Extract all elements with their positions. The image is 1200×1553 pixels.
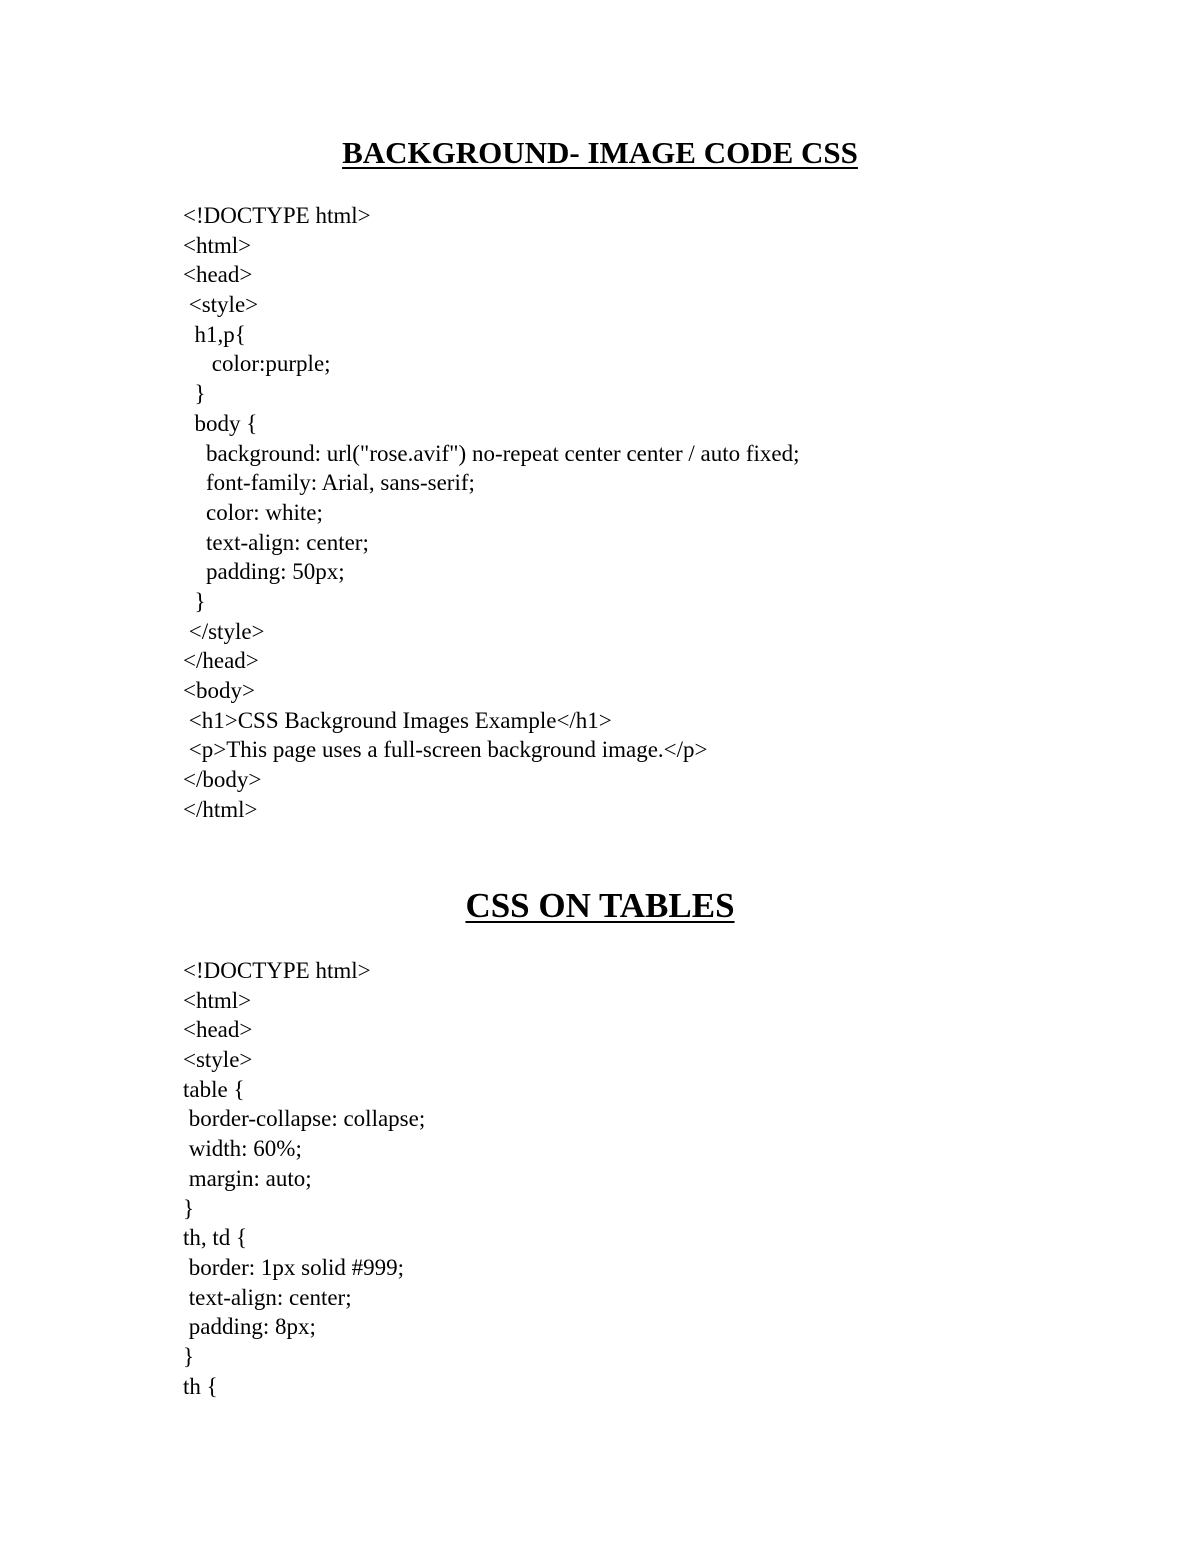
code-line: <h1>CSS Background Images Example</h1> [183,707,612,733]
code-line: th, td { [183,1225,248,1251]
code-line: <style> [183,1047,253,1073]
code-line: </body> [183,767,262,793]
code-line: <style> [183,292,259,318]
code-line: <!DOCTYPE html> [183,958,371,983]
code-line: body { [183,410,258,436]
code-line: </style> [183,618,265,644]
section-heading-background-image: BACKGROUND- IMAGE CODE CSS [342,135,858,170]
code-line: } [183,1195,195,1221]
code-line: text-align: center; [183,529,369,555]
code-line: } [183,381,206,407]
code-line: <head> [183,1017,253,1043]
code-line: <html> [183,232,252,258]
code-line: background: url("rose.avif") no-repeat center center / auto fixed; [183,440,800,466]
code-line: } [183,588,206,614]
code-line: <p>This page uses a full-screen background image.</p> [183,737,708,763]
code-line: </head> [183,648,259,674]
code-line: border-collapse: collapse; [183,1106,426,1132]
code-line: <html> [183,987,252,1013]
code-line: margin: auto; [183,1165,312,1191]
code-line: padding: 50px; [183,559,345,585]
code-line: <body> [183,678,255,703]
code-block-background-image [183,201,800,824]
code-line: text-align: center; [183,1284,352,1310]
code-line: <head> [183,262,253,288]
section-heading-css-tables: CSS ON TABLES [465,886,735,925]
code-line: h1,p{ [183,321,246,347]
code-line: <!DOCTYPE html> [183,203,371,228]
code-line: padding: 8px; [183,1314,316,1340]
code-line: width: 60%; [183,1136,302,1162]
code-block-css-tables [183,956,425,1401]
code-line: } [183,1343,195,1369]
code-line: color:purple; [183,351,331,377]
code-line: th { [183,1373,218,1399]
code-line: </html> [183,796,258,822]
code-line: color: white; [183,499,323,525]
code-line: border: 1px solid #999; [183,1254,405,1280]
code-line: font-family: Arial, sans-serif; [183,470,475,496]
code-line: table { [183,1076,245,1102]
